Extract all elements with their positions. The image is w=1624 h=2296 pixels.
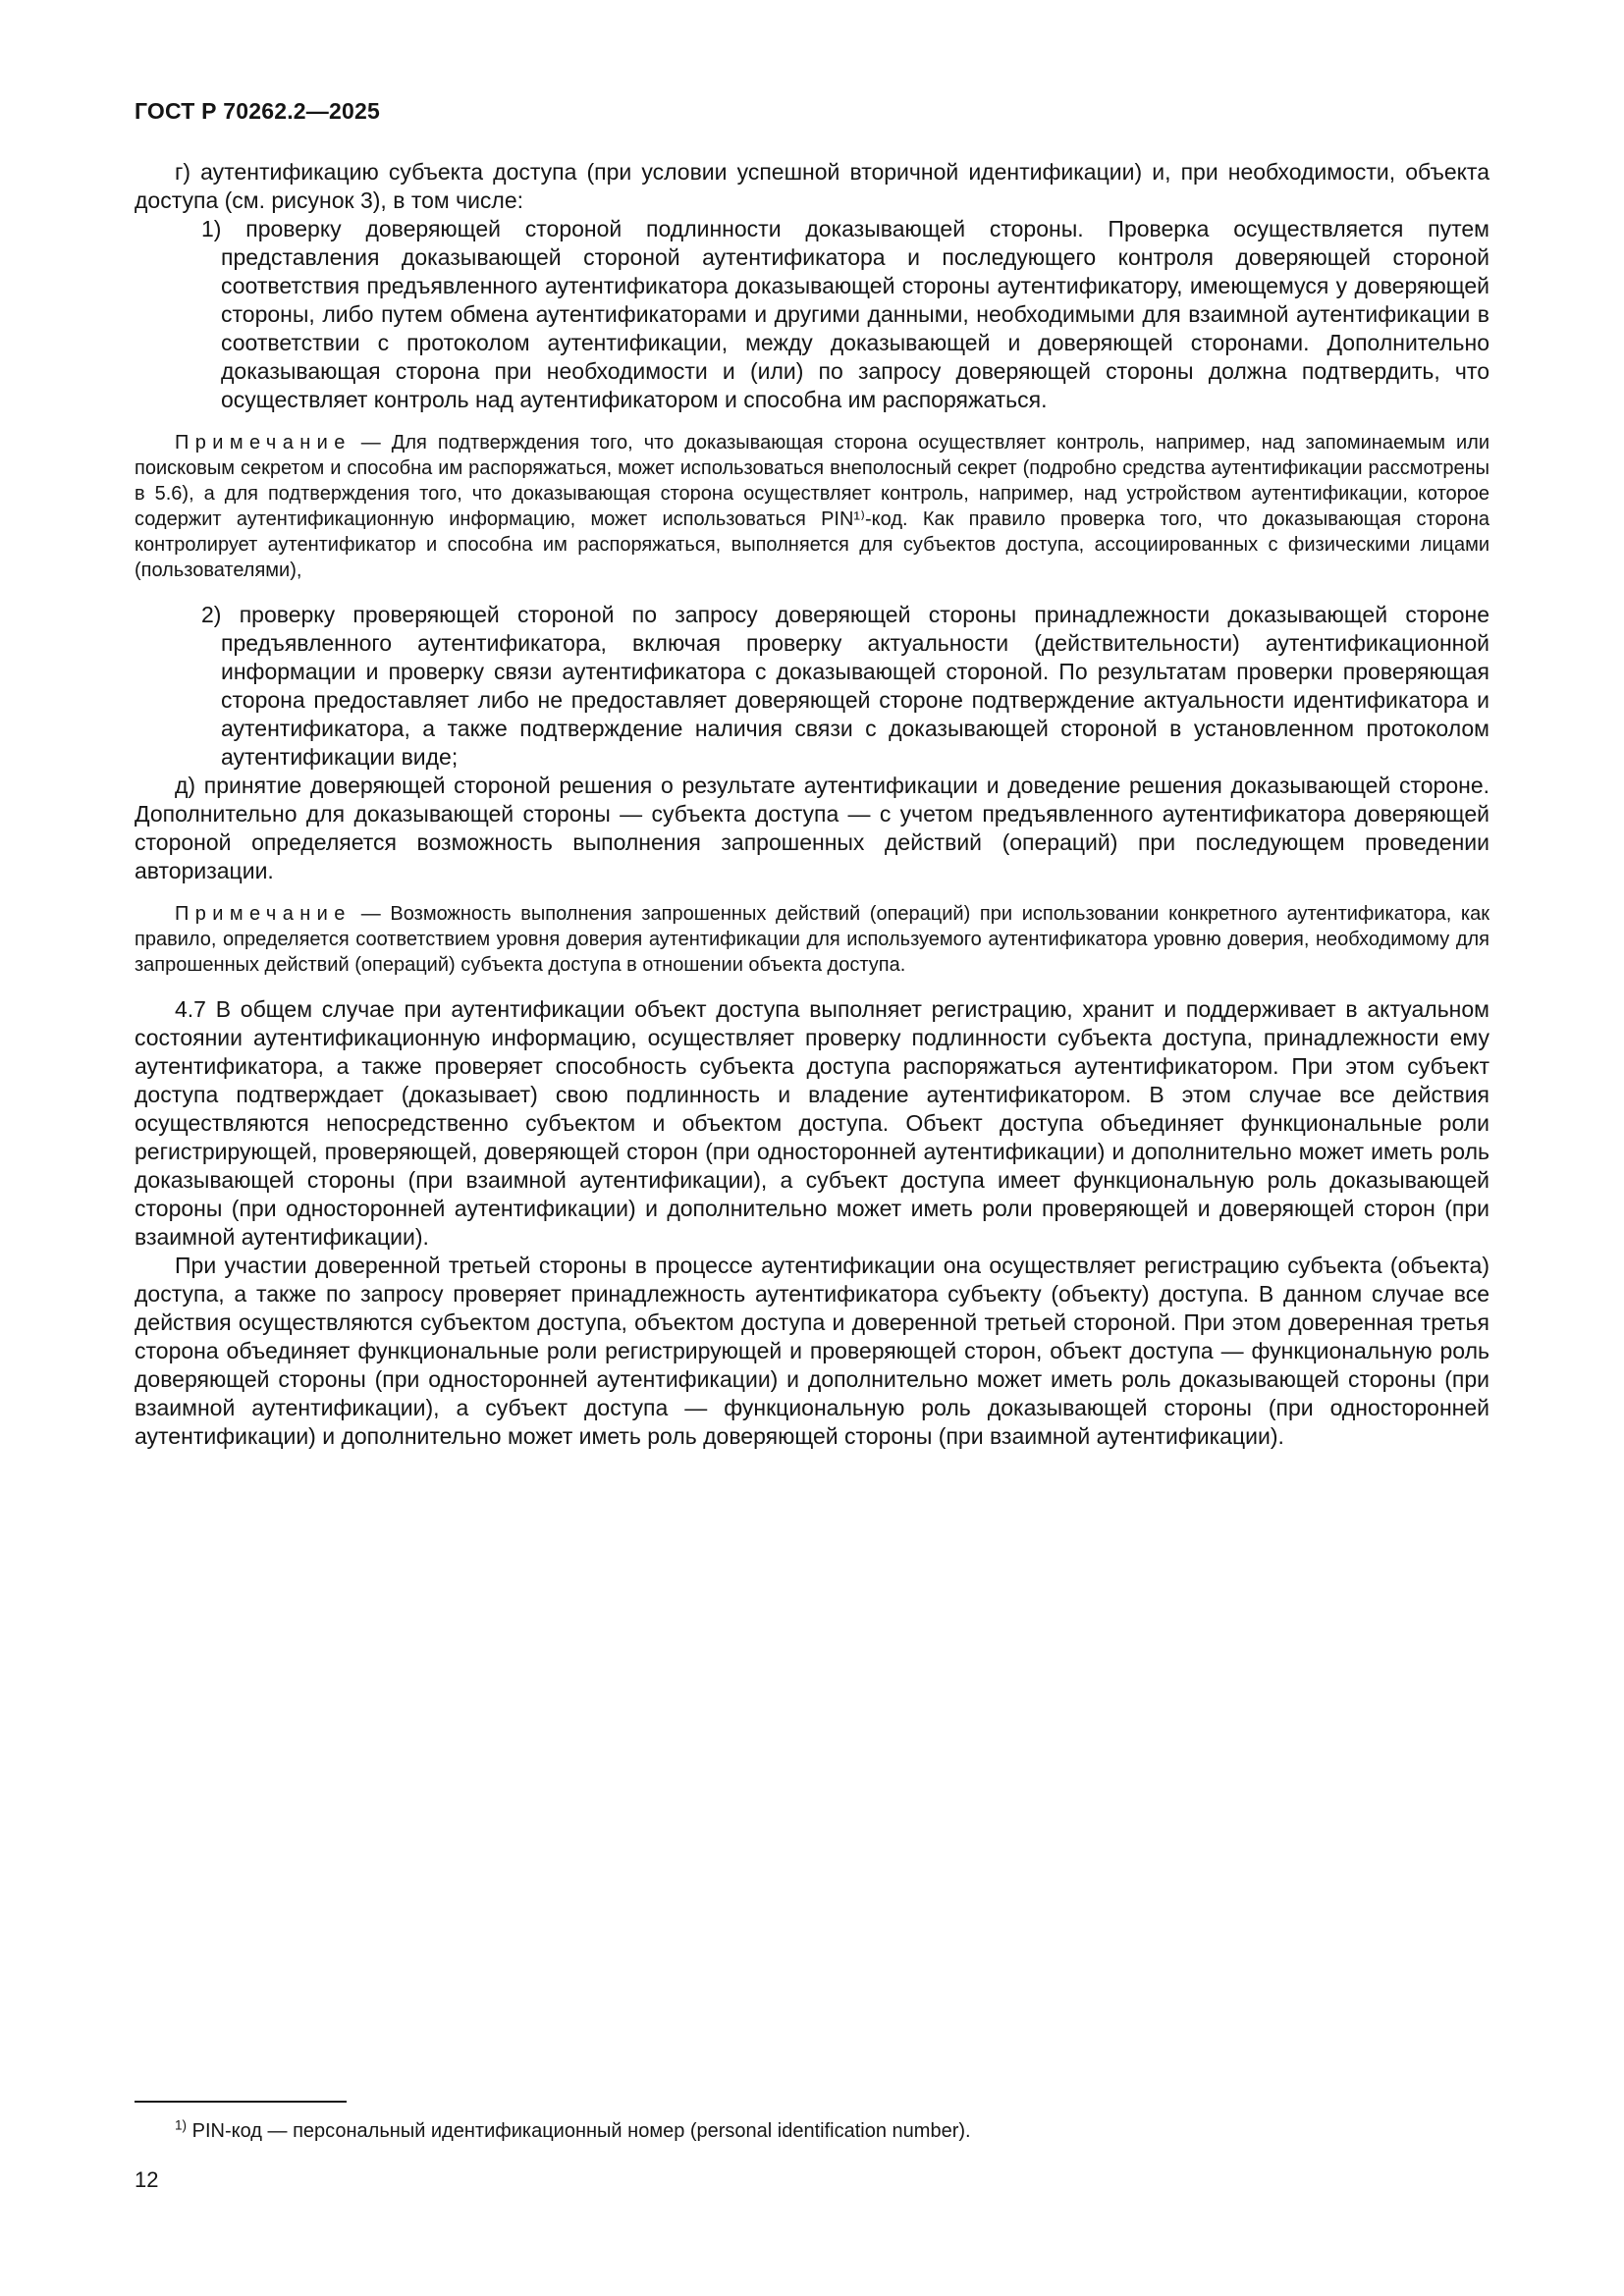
paragraph-item-g: г) аутентификацию субъекта доступа (при условии успешной вторичной идентификации) и, при необходимости, объекта доступа (см. рисунок 3), в том числе: <box>135 159 1489 213</box>
note-label: Примечание <box>175 903 352 925</box>
footnote-marker: 1) <box>175 2117 188 2133</box>
document-header <box>135 98 1489 125</box>
note-2 <box>135 901 1489 978</box>
page-number: 12 <box>135 2167 159 2192</box>
note-label: Примечание <box>175 432 352 454</box>
document-body <box>135 158 1489 1451</box>
footnote-text: PIN-код — персональный идентификационный номер (personal identification number). <box>187 2120 971 2142</box>
paragraph-item-d: д) принятие доверяющей стороной решения о результате аутентификации и доведение решения доказывающей стороне. Дополнительно для доказывающей стороны — субъекта доступа — с учетом предъявленного аутентификатора доверяющей стороной определяется возможность выполнения запрошенных действий (операций) при последующем проведении авторизации. <box>135 773 1489 883</box>
footnote-rule <box>135 2101 347 2103</box>
note-text: — Возможность выполнения запрошенных действий (операций) при использовании конкретного аутентификатора, как правило, определяется соответствием уровня доверия аутентификации для используемого аутентификатора уровню доверия, необходимому для запрошенных действий (операций) субъекта доступа в отношении объекта доступа. <box>135 903 1489 976</box>
note-1 <box>135 430 1489 583</box>
doc-number: ГОСТ Р 70262.2—2025 <box>135 98 380 124</box>
footnote <box>135 2118 1489 2144</box>
footnote-area <box>135 2101 1489 2193</box>
paragraph-4-7: 4.7 В общем случае при аутентификации объект доступа выполняет регистрацию, хранит и поддерживает в актуальном состоянии аутентификационную информацию, осуществляет проверку подлинности субъекта доступа, принадлежности ему аутентификатора, а также проверяет способность субъекта доступа распоряжаться аутентификатором. При этом субъект доступа подтверждает (доказывает) свою подлинность и владение аутентификатором. В этом случае все действия осуществляются непосредственно субъектом и объектом доступа. Объект доступа объединяет функциональные роли регистрирующей, проверяющей, доверяющей сторон (при односторонней аутентификации) и дополнительно может иметь роль доказывающей стороны (при взаимной аутентификации), а субъект доступа имеет функциональную роль доказывающей стороны (при односторонней аутентификации) и дополнительно может иметь роли проверяющей и доверяющей сторон (при взаимной аутентификации). <box>135 996 1489 1250</box>
note-text: — Для подтверждения того, что доказывающая сторона осуществляет контроль, например, над запоминаемым или поисковым секретом и способна им распоряжаться, может использоваться внеполосный секрет (подробно средства аутентификации рассмотрены в 5.6), а для подтверждения того, что доказывающая сторона осуществляет контроль, например, над устройством аутентификации, которое содержит аутентификационную информацию, может использоваться PIN¹⁾-код. Как правило проверка того, что доказывающая сторона контролирует аутентификатор и способна им распоряжаться, выполняется для субъектов доступа, ассоциированных с физическими лицами (пользователями), <box>135 432 1489 581</box>
paragraph-trusted-third-party: При участии доверенной третьей стороны в процессе аутентификации она осуществляет регистрацию субъекта (объекта) доступа, а также по запросу проверяет принадлежность аутентификатора субъекту (объекту) доступа. В данном случае все действия осуществляются субъектом доступа, объектом доступа и доверенной третьей стороной. При этом доверенная третья сторона объединяет функциональные роли регистрирующей и проверяющей сторон, объект доступа — функциональную роль доверяющей стороны (при односторонней аутентификации) и дополнительно может иметь роль доказывающей стороны (при взаимной аутентификации), а субъект доступа — функциональную роль доказывающей стороны (при односторонней аутентификации) и дополнительно может иметь роль доверяющей стороны (при взаимной аутентификации). <box>135 1253 1489 1449</box>
list-item-1: 1) проверку доверяющей стороной подлинности доказывающей стороны. Проверка осуществляется путем представления доказывающей стороной аутентификатора и последующего контроля доверяющей стороной соответствия предъявленного аутентификатора доказывающей стороны аутентификатору, имеющемуся у доверяющей стороны, либо путем обмена аутентификаторами и другими данными, необходимыми для взаимной аутентификации в соответствии с протоколом аутентификации, между доказывающей и доверяющей сторонами. Дополнительно доказывающая сторона при необходимости и (или) по запросу доверяющей стороны должна подтвердить, что осуществляет контроль над аутентификатором и способна им распоряжаться. <box>201 216 1489 412</box>
list-item-2: 2) проверку проверяющей стороной по запросу доверяющей стороны принадлежности доказывающей стороне предъявленного аутентификатора, включая проверку актуальности (действительности) аутентификационной информации и проверку связи аутентификатора с доказывающей стороной. По результатам проверки проверяющая сторона предоставляет либо не предоставляет доверяющей стороне подтверждение актуальности идентификатора и аутентификатора, а также подтверждение наличия связи с доказывающей стороной в установленном протоколом аутентификации виде; <box>201 602 1489 770</box>
